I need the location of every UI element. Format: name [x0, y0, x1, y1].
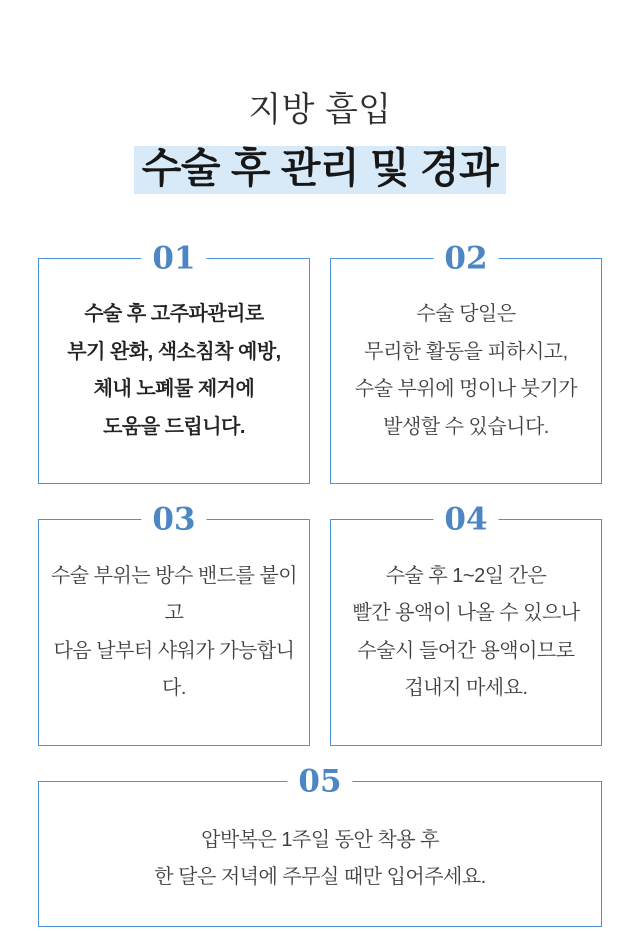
- card-text-02: [347, 296, 585, 446]
- card-text-line: 압박복은 1주일 동안 착용 후: [201, 828, 439, 851]
- card-text-line: 도움을 드립니다.: [103, 415, 245, 438]
- page-header: [0, 0, 640, 194]
- care-card-03: [38, 501, 310, 746]
- card-text-line: 한 달은 저녁에 주무실 때만 입어주세요.: [154, 866, 486, 889]
- card-number-badge-04: 04: [433, 505, 498, 536]
- card-number-badge-05: 05: [287, 767, 352, 798]
- card-text-line: 수술 부위는 방수 밴드를 붙이고: [50, 564, 298, 625]
- care-card-05: [38, 763, 602, 927]
- care-card-04: [330, 501, 602, 746]
- card-text-line: 겁내지 마세요.: [404, 677, 528, 700]
- care-cards-grid: [38, 240, 602, 927]
- card-text-05: [146, 812, 493, 897]
- care-card-01: [38, 240, 310, 484]
- care-card-02: [330, 240, 602, 484]
- card-number-badge-01: 01: [141, 244, 206, 275]
- card-text-line: 체내 노폐물 제거에: [93, 378, 255, 401]
- card-text-line: 빨간 용액이 나올 수 있으나: [352, 602, 580, 625]
- page-title: [0, 146, 640, 194]
- card-text-line: 발생할 수 있습니다.: [383, 415, 549, 438]
- card-text-line: 부기 완화, 색소침착 예방,: [67, 340, 281, 363]
- card-text-04: [344, 558, 587, 708]
- card-text-line: 수술 부위에 멍이나 붓기가: [354, 378, 578, 401]
- card-text-line: 무리한 활동을 피하시고,: [364, 340, 568, 363]
- card-number-badge-03: 03: [141, 505, 206, 536]
- card-text-line: 수술 당일은: [416, 303, 516, 326]
- card-number-badge-02: 02: [433, 244, 498, 275]
- page-subtitle: 지방 흡입: [248, 91, 392, 129]
- card-text-line: 다음 날부터 샤워가 가능합니다.: [53, 639, 295, 700]
- card-text-03: [39, 558, 309, 708]
- card-text-line: 수술시 들어간 용액이므로: [357, 639, 575, 662]
- card-text-line: 수술 후 고주파관리로: [84, 303, 264, 326]
- page-title-highlight: 수술 후 관리 및 경과: [134, 146, 506, 194]
- card-text-line: 수술 후 1~2일 간은: [385, 564, 547, 587]
- card-text-01: [59, 296, 288, 446]
